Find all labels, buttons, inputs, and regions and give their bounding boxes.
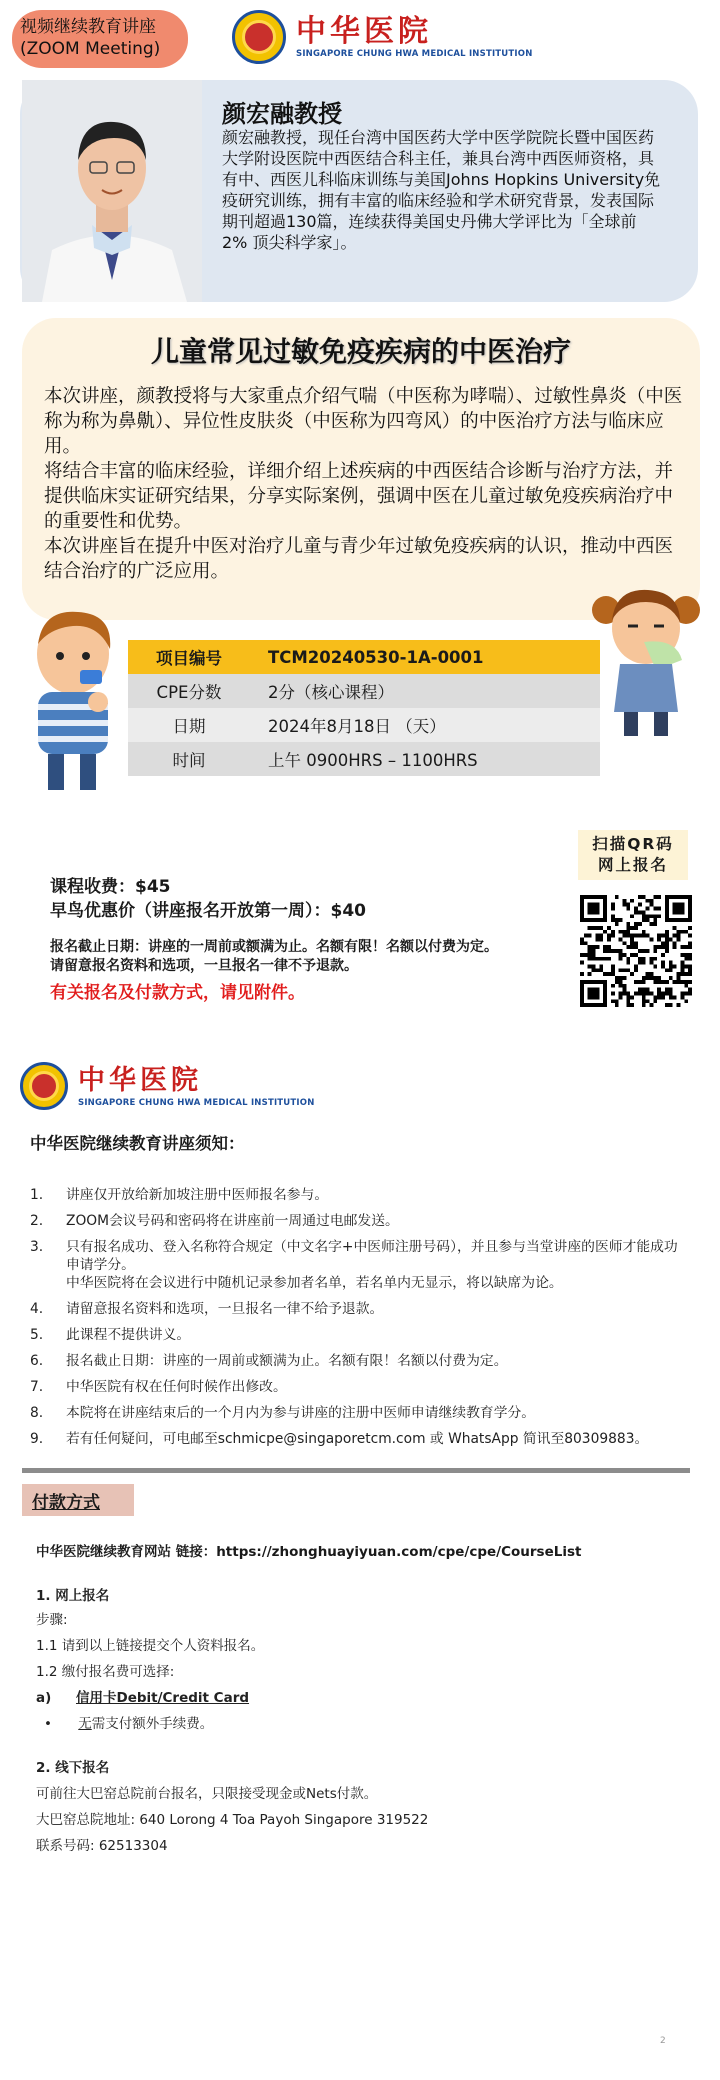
item-text: 报名截止日期：讲座的一周前或额满为止。名额有限！名额以付费为定。 bbox=[66, 1353, 508, 1369]
item-number: 5. bbox=[30, 1327, 44, 1343]
early-bird-fee: 早鸟优惠价（讲座报名开放第一周）：$40 bbox=[50, 901, 366, 921]
table-row bbox=[128, 640, 600, 674]
description-paragraph: 本次讲座旨在提升中医对治疗儿童与青少年过敏免疫疾病的认识，推动中西医结合治疗的广泛应用。 bbox=[44, 536, 674, 582]
institution-logo bbox=[232, 10, 533, 64]
bullet: • bbox=[44, 1716, 52, 1732]
logo-english-name: SINGAPORE CHUNG HWA MEDICAL INSTITUTION bbox=[296, 49, 533, 59]
list-item bbox=[30, 1378, 690, 1396]
item-text: 本院将在讲座结束后的一个月内为参与讲座的注册中医师申请继续教育学分。 bbox=[66, 1405, 536, 1421]
notice-title: 中华医院继续教育讲座须知： bbox=[30, 1134, 245, 1153]
page-number: 2 bbox=[660, 2036, 666, 2046]
logo-chinese-name: 中华医院 bbox=[78, 1065, 202, 1096]
lecture-description bbox=[44, 384, 684, 584]
child-sneezing-illustration bbox=[586, 580, 706, 744]
item-text: 中华医院将在会议进行中随机记录参加者名单，若名单内无显示，将以缺席为论。 bbox=[66, 1275, 563, 1291]
option-a-label: a) bbox=[36, 1690, 52, 1706]
step-1: 1.1 请到以上链接提交个人资料报名。 bbox=[36, 1638, 265, 1654]
course-code-label: 项目编号 bbox=[156, 649, 222, 668]
list-item bbox=[30, 1212, 690, 1230]
item-number: 4. bbox=[30, 1301, 44, 1317]
item-text: 请留意报名资料和选项，一旦报名一律不给予退款。 bbox=[66, 1301, 384, 1317]
item-number: 2. bbox=[30, 1213, 44, 1229]
logo-chinese-name: 中华医院 bbox=[296, 14, 432, 49]
item-number: 9. bbox=[30, 1431, 44, 1447]
item-text: 只有报名成功、登入名称符合规定（中文名字+中医师注册号码），并且参与当堂讲座的医师才能成功申请学分。 bbox=[66, 1239, 678, 1273]
institution-logo-secondary bbox=[20, 1062, 315, 1110]
course-code-value: TCM20240530-1A-0001 bbox=[268, 647, 484, 667]
date-label: 日期 bbox=[172, 717, 206, 736]
attachment-note: 有关报名及付款方式，请见附件。 bbox=[50, 983, 305, 1003]
item-number: 3. bbox=[30, 1239, 44, 1255]
no-fee-text: 需支付额外手续费。 bbox=[91, 1716, 214, 1732]
time-label: 时间 bbox=[172, 751, 206, 770]
table-row bbox=[128, 742, 600, 776]
list-item bbox=[30, 1326, 690, 1344]
speaker-photo bbox=[22, 80, 202, 302]
list-item bbox=[30, 1238, 690, 1274]
item-text: 中华医院有权在任何时候作出修改。 bbox=[66, 1379, 287, 1395]
cpe-points-label: CPE分数 bbox=[156, 683, 222, 702]
item-text: 此课程不提供讲义。 bbox=[66, 1327, 191, 1343]
section-divider bbox=[22, 1468, 690, 1473]
course-list-link[interactable]: 中华医院继续教育网站 链接：https://zhonghuayiyuan.com/cpe/cpe/CourseList bbox=[36, 1544, 582, 1560]
online-registration-title: 1. 网上报名 bbox=[36, 1588, 110, 1604]
offline-registration-title: 2. 线下报名 bbox=[36, 1760, 110, 1776]
no-fee-note bbox=[44, 1712, 213, 1732]
qr-label-line2: 网上报名 bbox=[597, 856, 668, 874]
contact-number: 联系号码: 62513304 bbox=[36, 1838, 168, 1854]
list-item bbox=[30, 1186, 690, 1204]
description-paragraph: 本次讲座，颜教授将与大家重点介绍气喘（中医称为哮喘）、过敏性鼻炎（中医称为称为鼻鼽）、异位性皮肤炎（中医称为四弯风）的中医治疗方法与临床应用。 bbox=[44, 386, 683, 457]
item-number: 1. bbox=[30, 1187, 44, 1203]
registration-deadline bbox=[50, 938, 570, 976]
zoom-badge-line1: 视频继续教育讲座 bbox=[20, 17, 156, 37]
no-fee-prefix: 无 bbox=[78, 1716, 92, 1732]
logo-seal-icon bbox=[232, 10, 286, 64]
child-inhaler-illustration bbox=[18, 604, 128, 798]
offline-description: 可前往大巴窑总院前台报名，只限接受现金或Nets付款。 bbox=[36, 1786, 378, 1802]
logo-seal-icon bbox=[20, 1062, 68, 1110]
description-paragraph: 将结合丰富的临床经验，详细介绍上述疾病的中西医结合诊断与治疗方法，并提供临床实证研究结果，分享实际案例，强调中医在儿童过敏免疫疾病治疗中的重要性和优势。 bbox=[44, 461, 674, 532]
item-text: 若有任何疑问，可电邮至schmicpe@singaporetcm.com 或 WhatsApp 简讯至80309883。 bbox=[66, 1431, 649, 1447]
item-number: 6. bbox=[30, 1353, 44, 1369]
deadline-line: 报名截止日期：讲座的一周前或额满为止。名额有限！名额以付费为定。 bbox=[50, 939, 498, 955]
qr-label bbox=[578, 830, 688, 880]
speaker-bio: 颜宏融教授，现任台湾中国医药大学中医学院院长暨中国医药大学附设医院中西医结合科主任，兼具台湾中西医师资格，具有中、西医儿科临床训练与美国Johns Hopkins University免疫研究训练，拥有丰富的临床经验和学术研究背景，发表国际期刊超過130篇，连续获得美国史丹佛大学评比为「全球前 2% 顶尖科学家」。 bbox=[222, 128, 661, 252]
step-2: 1.2 缴付报名费可选择: bbox=[36, 1664, 175, 1680]
logo-english-name: SINGAPORE CHUNG HWA MEDICAL INSTITUTION bbox=[78, 1098, 315, 1108]
list-item bbox=[30, 1404, 690, 1422]
clinic-address: 大巴窑总院地址: 640 Lorong 4 Toa Payoh Singapore 319522 bbox=[36, 1812, 429, 1828]
refund-policy-line: 请留意报名资料和选项，一旦报名一律不予退款。 bbox=[50, 958, 358, 974]
qr-label-line1: 扫描QR码 bbox=[592, 835, 674, 853]
list-item bbox=[30, 1430, 690, 1448]
list-item bbox=[30, 1300, 690, 1318]
zoom-badge-line2: (ZOOM Meeting) bbox=[20, 39, 161, 59]
time-value: 上午 0900HRS – 1100HRS bbox=[268, 751, 478, 770]
list-item bbox=[30, 1352, 690, 1370]
payment-option-a bbox=[36, 1686, 249, 1706]
item-text: 讲座仅开放给新加坡注册中医师报名参与。 bbox=[66, 1187, 329, 1203]
item-text: ZOOM会议号码和密码将在讲座前一周通过电邮发送。 bbox=[66, 1213, 399, 1229]
list-item bbox=[30, 1274, 690, 1292]
item-number bbox=[30, 1274, 66, 1292]
notice-list bbox=[30, 1186, 690, 1456]
zoom-badge bbox=[12, 10, 188, 68]
payment-heading: 付款方式 bbox=[22, 1484, 134, 1516]
registration-qr-code[interactable] bbox=[580, 895, 692, 1007]
table-row bbox=[128, 708, 600, 742]
credit-card-option: 信用卡Debit/Credit Card bbox=[75, 1690, 250, 1706]
lecture-title: 儿童常见过敏免疫疾病的中医治疗 bbox=[150, 335, 571, 368]
steps-label: 步骤: bbox=[36, 1612, 68, 1628]
date-value: 2024年8月18日 （天） bbox=[268, 717, 446, 736]
course-fee: 课程收费：$45 bbox=[50, 877, 171, 897]
course-info-table bbox=[128, 640, 600, 776]
cpe-points-value: 2分（核心课程） bbox=[268, 683, 394, 702]
speaker-name: 颜宏融教授 bbox=[222, 100, 342, 128]
item-number: 8. bbox=[30, 1405, 44, 1421]
item-number: 7. bbox=[30, 1379, 44, 1395]
table-row bbox=[128, 674, 600, 708]
